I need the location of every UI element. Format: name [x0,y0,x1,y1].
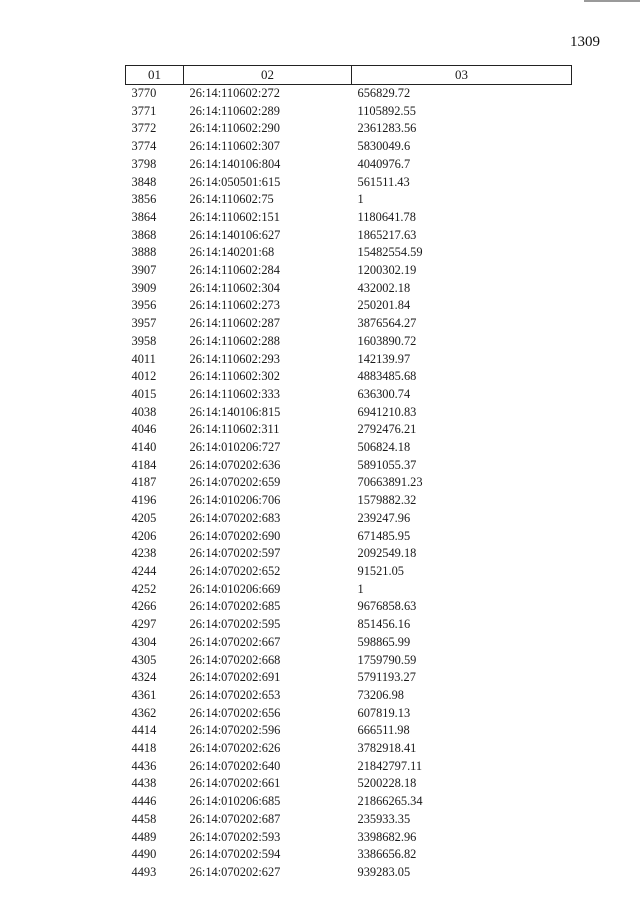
table-row [126,758,572,776]
table-row [126,616,572,634]
table-row [126,404,572,422]
cell-cadastral-code: 26:14:010206:669 [189,581,281,596]
cell-value: 4040976.7 [357,156,411,171]
cell-cadastral-code: 26:14:070202:659 [189,475,281,490]
cell-number: 4489 [131,829,157,844]
cell-number: 3956 [131,298,157,313]
cell-number: 4266 [131,599,157,614]
cell-number: 3774 [131,139,157,154]
cell-value: 1200302.19 [357,263,417,278]
cell-value: 561511.43 [357,174,410,189]
table-row [126,191,572,209]
cell-cadastral-code: 26:14:140201:68 [189,245,275,260]
cell-value: 3782918.41 [357,741,417,756]
cell-number: 3864 [131,209,157,224]
table-row [126,280,572,298]
cell-number: 4304 [131,634,157,649]
table-row [126,545,572,563]
cell-number: 4187 [131,475,157,490]
cell-cadastral-code: 26:14:110602:304 [189,280,280,295]
cell-cadastral-code: 26:14:110602:307 [189,139,280,154]
cell-cadastral-code: 26:14:110602:287 [189,316,280,331]
cell-value: 5830049.6 [357,139,411,154]
table-row [126,492,572,510]
cell-cadastral-code: 26:14:070202:656 [189,705,281,720]
cell-number: 3848 [131,174,157,189]
table-row [126,687,572,705]
cell-number: 3868 [131,227,157,242]
cell-cadastral-code: 26:14:070202:685 [189,599,281,614]
cell-cadastral-code: 26:14:110602:293 [189,351,280,366]
cell-cadastral-code: 26:14:110602:290 [189,121,280,136]
cell-value: 671485.95 [357,528,411,543]
table-row [126,775,572,793]
table-row [126,474,572,492]
table-row [126,829,572,847]
cell-number: 4418 [131,741,157,756]
cell-value: 1759790.59 [357,652,417,667]
cell-number: 4244 [131,563,157,578]
cell-number: 3772 [131,121,157,136]
table-row [126,669,572,687]
cell-number: 4490 [131,847,157,862]
cell-value: 5791193.27 [357,670,416,685]
table-row [126,652,572,670]
cell-cadastral-code: 26:14:110602:333 [189,386,280,401]
column-header-01: 01 [126,66,184,85]
cell-cadastral-code: 26:14:140106:815 [189,404,281,419]
cell-value: 21866265.34 [357,794,423,809]
cell-number: 3909 [131,280,157,295]
cell-value: 1865217.63 [357,227,417,242]
cell-number: 4305 [131,652,157,667]
cell-number: 4206 [131,528,157,543]
cell-number: 4046 [131,422,157,437]
cell-value: 1 [357,581,364,596]
cell-number: 4205 [131,510,157,525]
cell-number: 4324 [131,670,157,685]
table-row [126,846,572,864]
cell-number: 4362 [131,705,157,720]
table-row [126,811,572,829]
cell-number: 4438 [131,776,157,791]
cell-value: 2092549.18 [357,546,417,561]
cell-number: 3958 [131,333,157,348]
cell-cadastral-code: 26:14:070202:593 [189,829,281,844]
cell-number: 4446 [131,794,157,809]
table-row [126,581,572,599]
cell-cadastral-code: 26:14:070202:653 [189,687,281,702]
cell-cadastral-code: 26:14:110602:311 [189,422,280,437]
cell-cadastral-code: 26:14:140106:627 [189,227,281,242]
cell-number: 4184 [131,457,157,472]
cell-cadastral-code: 26:14:050501:615 [189,174,281,189]
cell-value: 15482554.59 [357,245,423,260]
cell-value: 939283.05 [357,864,411,879]
column-header-02: 02 [184,66,352,85]
table-row [126,421,572,439]
cell-value: 1579882.32 [357,493,417,508]
table-row [126,722,572,740]
cell-number: 4012 [131,369,157,384]
table-row [126,457,572,475]
cell-value: 3386656.82 [357,847,417,862]
cell-number: 4297 [131,617,157,632]
cell-cadastral-code: 26:14:070202:683 [189,510,281,525]
data-table-container [125,65,571,882]
cell-value: 3876564.27 [357,316,417,331]
cell-number: 4493 [131,864,157,879]
cell-value: 2792476.21 [357,422,417,437]
column-header-03: 03 [352,66,572,85]
cell-cadastral-code: 26:14:110602:272 [189,86,280,100]
cell-cadastral-code: 26:14:110602:302 [189,369,280,384]
cell-number: 4011 [131,351,156,366]
cell-cadastral-code: 26:14:070202:597 [189,546,281,561]
cell-value: 1180641.78 [357,209,416,224]
cell-value: 506824.18 [357,440,411,455]
cell-number: 4436 [131,758,157,773]
cell-value: 2361283.56 [357,121,417,136]
cell-value: 250201.84 [357,298,411,313]
page-number: 1309 [570,34,600,50]
cell-cadastral-code: 26:14:110602:289 [189,103,280,118]
cell-number: 4015 [131,386,157,401]
cell-value: 851456.16 [357,617,411,632]
table-row [126,103,572,121]
cell-number: 3907 [131,263,157,278]
table-row [126,598,572,616]
cell-value: 432002.18 [357,280,411,295]
table-row [126,315,572,333]
cell-cadastral-code: 26:14:070202:626 [189,741,281,756]
cell-number: 3957 [131,316,157,331]
cell-number: 4458 [131,811,157,826]
data-table [125,65,572,882]
cell-cadastral-code: 26:14:070202:687 [189,811,281,826]
cell-cadastral-code: 26:14:070202:667 [189,634,281,649]
table-row [126,510,572,528]
cell-cadastral-code: 26:14:070202:627 [189,864,281,879]
table-body [126,85,572,882]
cell-cadastral-code: 26:14:070202:690 [189,528,281,543]
cell-number: 4252 [131,581,157,596]
table-row [126,439,572,457]
table-row [126,864,572,882]
cell-cadastral-code: 26:14:070202:595 [189,617,281,632]
table-row [126,793,572,811]
cell-cadastral-code: 26:14:070202:652 [189,563,281,578]
cell-cadastral-code: 26:14:010206:706 [189,493,281,508]
cell-cadastral-code: 26:14:070202:596 [189,723,281,738]
cell-cadastral-code: 26:14:110602:284 [189,263,280,278]
table-row [126,85,572,103]
cell-number: 4140 [131,440,157,455]
cell-number: 3798 [131,156,157,171]
cell-value: 91521.05 [357,563,404,578]
cell-cadastral-code: 26:14:070202:661 [189,776,281,791]
table-row [126,297,572,315]
table-header [126,66,572,85]
cell-value: 6941210.83 [357,404,417,419]
table-row [126,368,572,386]
top-edge-rule [584,0,640,2]
cell-cadastral-code: 26:14:110602:273 [189,298,280,313]
cell-value: 3398682.96 [357,829,417,844]
cell-number: 3770 [131,86,157,100]
cell-number: 4196 [131,493,157,508]
table-row [126,156,572,174]
cell-value: 598865.99 [357,634,411,649]
header-row [126,66,572,85]
cell-cadastral-code: 26:14:070202:636 [189,457,281,472]
cell-cadastral-code: 26:14:070202:691 [189,670,281,685]
cell-value: 1603890.72 [357,333,417,348]
table-row [126,120,572,138]
cell-value: 1 [357,192,364,207]
cell-number: 3856 [131,192,157,207]
cell-cadastral-code: 26:14:070202:668 [189,652,281,667]
cell-cadastral-code: 26:14:070202:594 [189,847,281,862]
cell-value: 73206.98 [357,687,404,702]
cell-number: 4238 [131,546,157,561]
cell-value: 636300.74 [357,386,411,401]
cell-cadastral-code: 26:14:010206:727 [189,440,281,455]
cell-value: 1105892.55 [357,103,416,118]
cell-value: 656829.72 [357,86,411,100]
cell-value: 142139.97 [357,351,411,366]
table-row [126,244,572,262]
table-row [126,740,572,758]
cell-number: 4414 [131,723,157,738]
cell-value: 9676858.63 [357,599,417,614]
cell-cadastral-code: 26:14:010206:685 [189,794,281,809]
table-row [126,705,572,723]
cell-value: 607819.13 [357,705,411,720]
cell-value: 235933.35 [357,811,411,826]
cell-cadastral-code: 26:14:110602:151 [189,209,280,224]
table-row [126,351,572,369]
cell-number: 3771 [131,103,157,118]
cell-cadastral-code: 26:14:110602:75 [189,192,274,207]
table-row [126,209,572,227]
cell-value: 666511.98 [357,723,410,738]
table-row [126,333,572,351]
table-row [126,386,572,404]
cell-number: 4038 [131,404,157,419]
cell-value: 239247.96 [357,510,411,525]
cell-cadastral-code: 26:14:140106:804 [189,156,281,171]
cell-cadastral-code: 26:14:110602:288 [189,333,280,348]
cell-value: 5200228.18 [357,776,417,791]
table-row [126,262,572,280]
cell-value: 70663891.23 [357,475,423,490]
cell-cadastral-code: 26:14:070202:640 [189,758,281,773]
table-row [126,227,572,245]
cell-value: 5891055.37 [357,457,417,472]
cell-value: 4883485.68 [357,369,417,384]
cell-value: 21842797.11 [357,758,423,773]
table-row [126,634,572,652]
cell-number: 4361 [131,687,157,702]
table-row [126,528,572,546]
table-row [126,138,572,156]
table-row [126,563,572,581]
table-row [126,174,572,192]
cell-number: 3888 [131,245,157,260]
